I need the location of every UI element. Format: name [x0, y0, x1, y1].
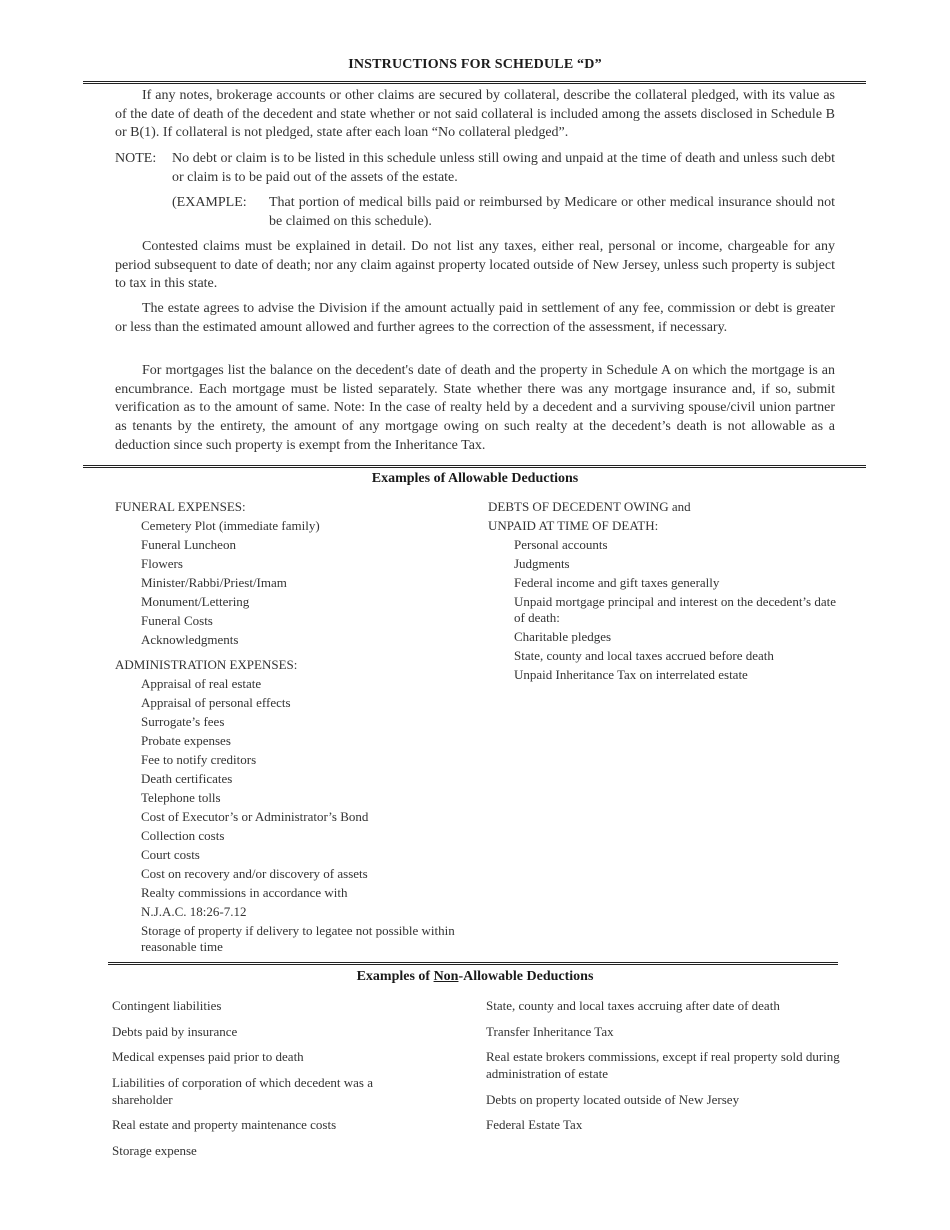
- contested-claims-text: Contested claims must be explained in detail. Do not list any taxes, either real, personal or income, chargeable for any period subsequent to date of death; nor any claim against property located outside of New Jersey, unless such property is subject to tax in this state.: [115, 239, 835, 292]
- list-item: Storage of property if delivery to legatee not possible within reasonable time: [141, 922, 455, 954]
- list-item: Probate expenses: [141, 733, 231, 748]
- collateral-text: If any notes, brokerage accounts or other claims are secured by collateral, describe the collateral pledged, with its value as of the date of death of the decedent and state whether or not said collateral is included among the assets disclosed in Schedule B or B(1). If collateral is not pledged, state after each loan “No collateral pledged”.: [115, 88, 835, 141]
- list-item: Surrogate’s fees: [141, 714, 225, 729]
- debts-heading-line-2: UNPAID AT TIME OF DEATH:: [488, 518, 659, 533]
- list-item: Cemetery Plot (immediate family): [141, 518, 320, 533]
- list-item: Charitable pledges: [514, 629, 612, 644]
- debts-group: [488, 497, 838, 684]
- non-allowable-right-column: [486, 997, 841, 1142]
- list-item: Acknowledgments: [141, 632, 239, 647]
- note-block: [115, 150, 835, 187]
- funeral-expenses-heading: FUNERAL EXPENSES:: [115, 499, 246, 514]
- note-text: No debt or claim is to be listed in this schedule unless still owing and unpaid at the time of death and unless such debt or claim is to be paid out of the assets of the estate.: [172, 151, 835, 185]
- list-item: Personal accounts: [514, 537, 608, 552]
- funeral-expenses-group: [115, 497, 460, 649]
- mortgage-text: For mortgages list the balance on the decedent's date of death and the property in Schedule A on which the mortgage is an encumbrance. Each mortgage must be listed separately. State whether there was any mortgage insurance and, if so, submit verification as to the amount of same. Note: In the case of realty held by a decedent and a surviving spouse/civil union partner as tenants by the entirety, the amount of any mortgage owing on such realty at the decedent’s death is not allowable as a deduction since such property is exempt from the Inheritance Tax.: [115, 363, 835, 453]
- list-item: State, county and local taxes accrued before death: [514, 648, 774, 663]
- mortgage-paragraph: [115, 362, 835, 456]
- list-item: Flowers: [141, 556, 183, 571]
- allowable-divider: [83, 465, 866, 468]
- list-item: Federal income and gift taxes generally: [514, 575, 720, 590]
- non-allowable-divider: [108, 962, 838, 965]
- example-block: [172, 194, 835, 231]
- list-item: Fee to notify creditors: [141, 752, 257, 767]
- example-label: (EXAMPLE:: [172, 195, 247, 210]
- list-item: Federal Estate Tax: [486, 1117, 583, 1132]
- administration-expenses-group: [115, 655, 460, 956]
- non-allowable-left-column: [112, 997, 432, 1167]
- list-item: Monument/Lettering: [141, 594, 250, 609]
- list-item: Telephone tolls: [141, 790, 221, 805]
- non-allowable-heading: [0, 969, 950, 985]
- non-allowable-heading-prefix: Examples of: [356, 969, 434, 984]
- allowable-right-column: [488, 497, 838, 684]
- non-allowable-heading-suffix: -Allowable Deductions: [458, 969, 594, 984]
- list-item: Contingent liabilities: [112, 998, 222, 1013]
- list-item: Unpaid Inheritance Tax on interrelated estate: [514, 667, 748, 682]
- title-divider: [83, 81, 866, 84]
- non-allowable-heading-underlined: Non: [433, 969, 459, 984]
- list-item: Realty commissions in accordance with: [141, 885, 348, 900]
- settlement-paragraph: [115, 300, 835, 337]
- list-item: Medical expenses paid prior to death: [112, 1049, 304, 1064]
- list-item: Transfer Inheritance Tax: [486, 1023, 614, 1039]
- list-item: Storage expense: [112, 1142, 197, 1158]
- contested-claims-paragraph: [115, 238, 835, 294]
- list-item: Funeral Luncheon: [141, 537, 236, 552]
- collateral-paragraph: [115, 87, 835, 143]
- settlement-text: The estate agrees to advise the Division if the amount actually paid in settlement of any fee, commission or debt is greater or less than the estimated amount allowed and further agrees to the correction of the assessment, if necessary.: [115, 301, 835, 335]
- list-item: Cost of Executor’s or Administrator’s Bond: [141, 809, 369, 824]
- list-item: Unpaid mortgage principal and interest on the decedent’s date of death:: [514, 593, 836, 625]
- list-item: Cost on recovery and/or discovery of assets: [141, 866, 368, 881]
- list-item: Minister/Rabbi/Priest/Imam: [141, 575, 287, 590]
- list-item: Real estate brokers commissions, except if real property sold during administration of estate: [486, 1049, 840, 1081]
- note-label: NOTE:: [115, 151, 157, 166]
- list-item: Real estate and property maintenance costs: [112, 1117, 337, 1132]
- allowable-left-column: [115, 497, 460, 956]
- list-item: Appraisal of real estate: [141, 676, 262, 691]
- administration-expenses-heading: ADMINISTRATION EXPENSES:: [115, 657, 298, 672]
- list-item: Judgments: [514, 556, 570, 571]
- allowable-heading: Examples of Allowable Deductions: [371, 471, 579, 486]
- example-text: That portion of medical bills paid or reimbursed by Medicare or other medical insurance should not be claimed on this schedule).: [269, 195, 835, 229]
- list-item: Funeral Costs: [141, 613, 213, 628]
- list-item: Debts on property located outside of New Jersey: [486, 1091, 740, 1107]
- list-item: Collection costs: [141, 828, 225, 843]
- list-item: Debts paid by insurance: [112, 1023, 238, 1039]
- list-item: N.J.A.C. 18:26-7.12: [141, 904, 247, 919]
- debts-heading-line-1: DEBTS OF DECEDENT OWING and: [488, 499, 691, 514]
- list-item: Court costs: [141, 847, 200, 862]
- list-item: State, county and local taxes accruing after date of death: [486, 998, 780, 1013]
- list-item: Liabilities of corporation of which decedent was a shareholder: [112, 1074, 373, 1107]
- list-item: Appraisal of personal effects: [141, 695, 291, 710]
- page-title: INSTRUCTIONS FOR SCHEDULE “D”: [348, 57, 602, 72]
- list-item: Death certificates: [141, 771, 233, 786]
